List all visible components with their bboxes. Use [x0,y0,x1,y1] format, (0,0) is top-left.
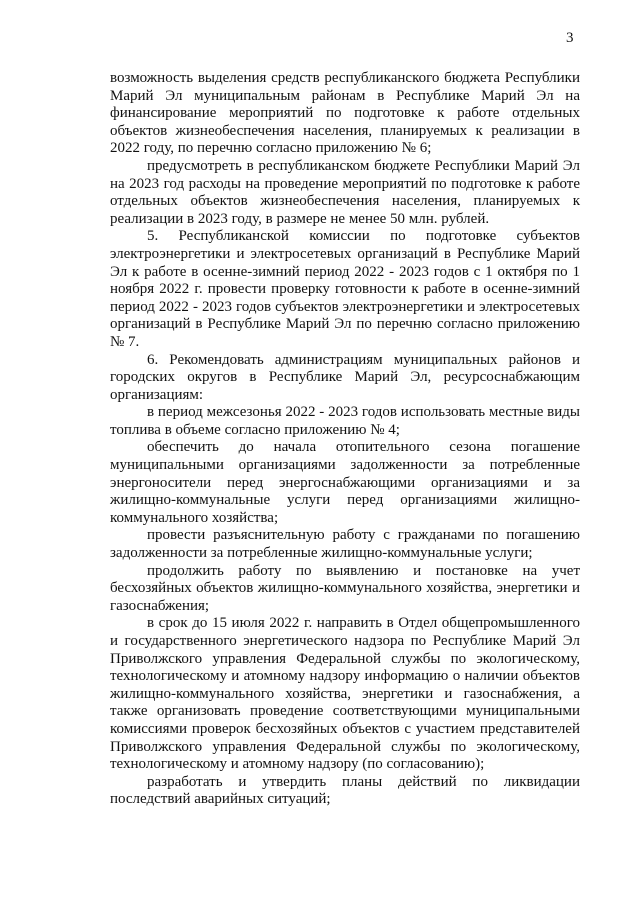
paragraph-item-5: 5. Республиканской комиссии по подготовке субъектов электроэнергетики и электросетевых организаций в Республике Марий Эл к работе в осенне-зимний период 2022 - 2023 годов с 1 октября по 1 ноября 2022 г. провести проверку готовности к работе в осенне-зимний период 2022 - 2023 годов субъектов электроэнергетики и электросетевых организаций в Республике Марий Эл по перечню согласно приложению № 7. [110,228,580,350]
paragraph-ownerless-objects: продолжить работу по выявлению и постановке на учет бесхозяйных объектов жилищно-коммунального хозяйства, энергетики и газоснабжения; [110,562,580,614]
paragraph-local-fuel: в период межсезонья 2022 - 2023 годов использовать местные виды топлива в объеме согласно приложению № 4; [110,404,580,438]
paragraph-deadline-july: в срок до 15 июля 2022 г. направить в Отдел общепромышленного и государственного энергетического надзора по Республике Марий Эл Приволжского управления Федеральной службы по экологическому, технологическому и атомному надзору информацию о наличии объектов жилищно-коммунального хозяйства, энергетики и газоснабжения, а также организовать проведение соответствующими муниципальными комиссиями проверок бесхозяйных объектов с участием представителей Приволжского управления Федеральной службы по экологическому, технологическому и атомному надзору (по согласованию); [110,615,580,773]
paragraph-budget-2023: предусмотреть в республиканском бюджете Республики Марий Эл на 2023 год расходы на проведение мероприятий по подготовке к работе отдельных объектов жизнеобеспечения населения, планируемых к реализации в 2023 году, в размере не менее 50 млн. рублей. [110,157,580,227]
paragraph-debt-repayment: обеспечить до начала отопительного сезона погашение муниципальными организациями задолженности за потребленные энергоносители перед энергоснабжающими организациями и за жилищно-коммунальные услуги перед организациями жилищно-коммунального хозяйства; [110,439,580,526]
paragraph-explanatory-work: провести разъяснительную работу с гражданами по погашению задолженности за потребленные жилищно-коммунальные услуги; [110,527,580,562]
paragraph-item-6: 6. Рекомендовать администрациям муниципальных районов и городских округов в Республике Марий Эл, ресурсоснабжающим организациям: [110,351,580,403]
paragraph-budget-funding: возможность выделения средств республиканского бюджета Республики Марий Эл муниципальным районам в Республике Марий Эл на финансирование мероприятий по подготовке к работе отдельных объектов жизнеобеспечения населения, планируемых к реализации в 2022 году, по перечню согласно приложению № 6; [110,70,580,157]
document-body [110,70,580,809]
page-number: 3 [566,30,574,46]
paragraph-emergency-plans: разработать и утвердить планы действий по ликвидации последствий аварийных ситуаций; [110,773,580,808]
